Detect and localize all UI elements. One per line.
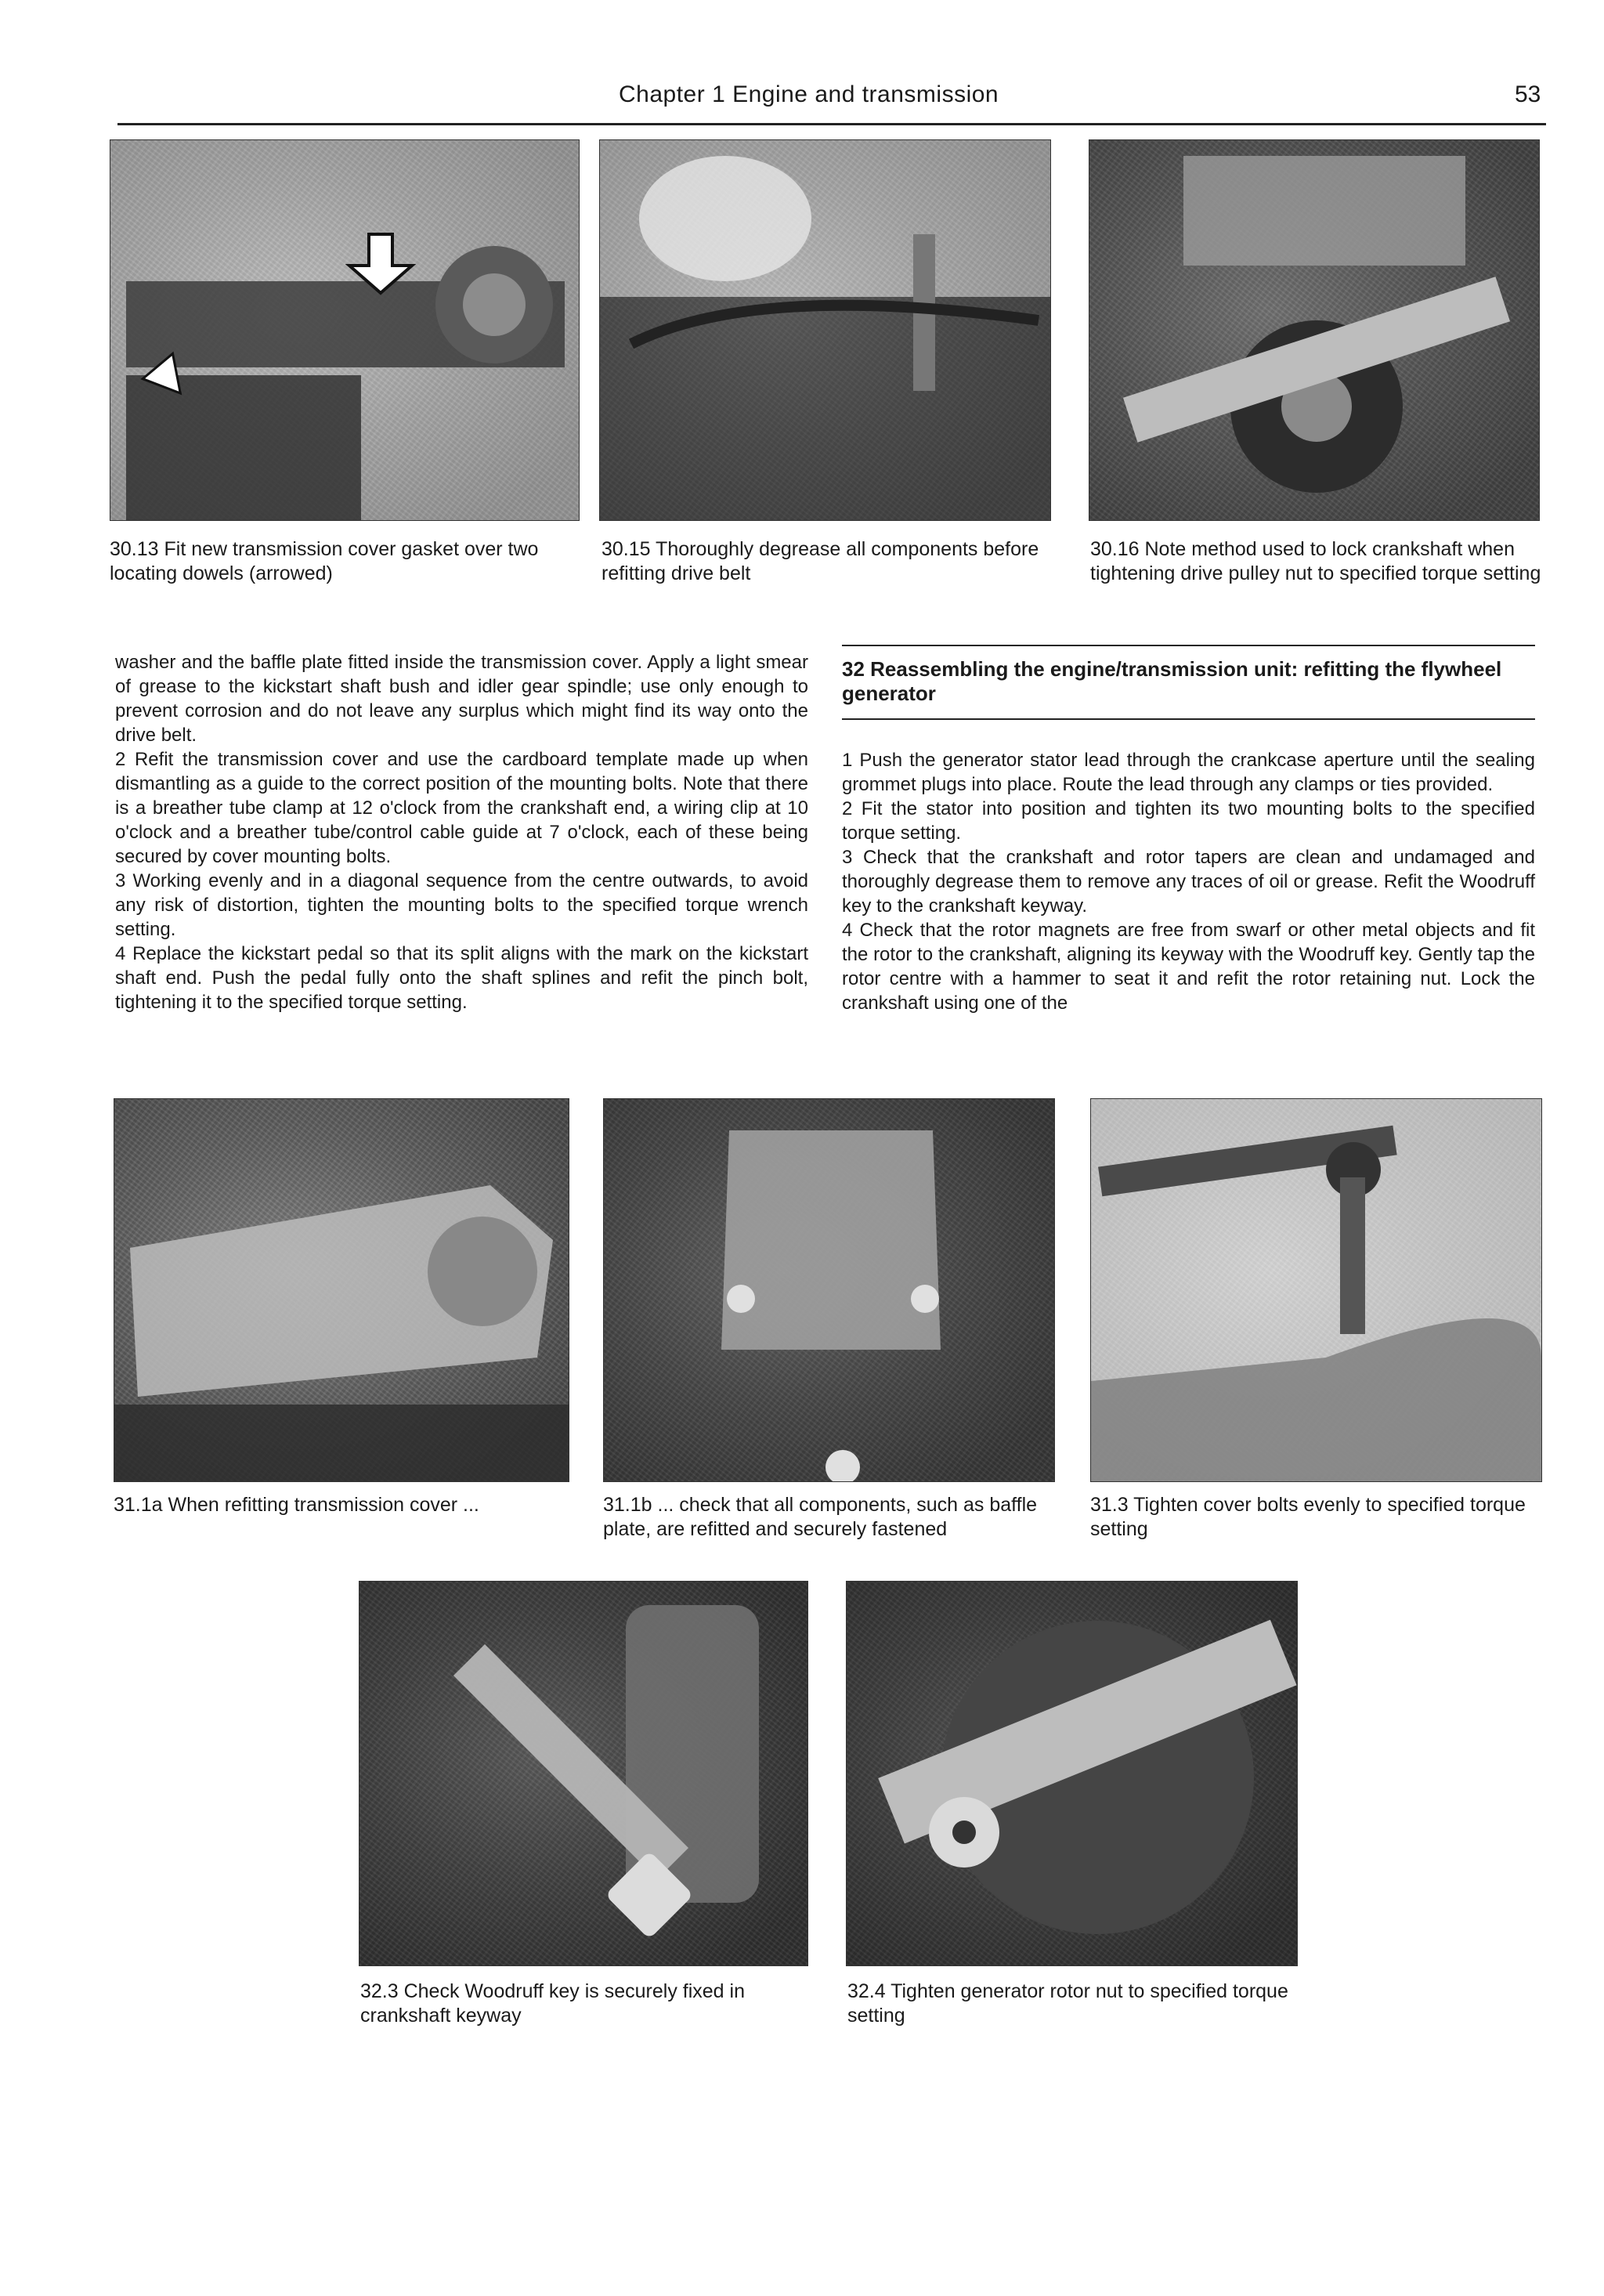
photo-30-13 [110,139,580,521]
photo-32-4 [846,1581,1298,1966]
page-number: 53 [1515,81,1541,107]
baffle-plate-illustration [604,1099,1054,1481]
paragraph: 4 Replace the kickstart pedal so that its split aligns with the mark on the kickstart shaft end. Push the pedal fully onto the shaft splines and refit the pinch bolt, tightening it to the specified torque setting. [115,943,808,1013]
caption-31-3: 31.3 Tighten cover bolts evenly to specified torque setting [1090,1494,1526,1540]
caption-32-3: 32.3 Check Woodruff key is securely fixed in crankshaft keyway [360,1980,745,2027]
photo-31-1a [114,1098,569,1482]
caption-31-1a: 31.1a When refitting transmission cover ... [114,1494,479,1516]
photo-30-16 [1089,139,1540,521]
paragraph: 4 Check that the rotor magnets are free from swarf or other metal objects and fit the rotor to the crankshaft, aligning its keyway with the Woodruff key. Gently tap the rotor centre with a hammer to seat it and refit the rotor retaining nut. Lock the crankshaft using one of the [842,920,1535,1014]
crankcase-degrease-illustration [600,140,1050,520]
header-rule [117,123,1546,125]
photo-30-15 [599,139,1051,521]
caption-31-1b: 31.1b ... check that all components, such as baffle plate, are refitted and securely fastened [603,1494,1038,1540]
photo-31-3 [1090,1098,1542,1482]
paragraph: 1 Push the generator stator lead through the crankcase aperture until the sealing grommet plugs into place. Route the lead through any clamps or ties provided. [842,750,1535,795]
crankshaft-lock-illustration [1089,140,1539,520]
photo-32-3 [359,1581,808,1966]
caption-30-16: 30.16 Note method used to lock crankshaft when tightening drive pulley nut to specified torque setting [1090,538,1541,584]
photo-31-1b [603,1098,1055,1482]
woodruff-key-illustration [359,1582,807,1965]
torque-wrench-illustration [1091,1099,1541,1481]
right-text-column [842,748,1535,1015]
paragraph: 2 Refit the transmission cover and use the cardboard template made up when dismantling as a guide to the correct position of the mounting bolts. Note that there is a breather tube clamp at 12 o'clock from the crankshaft end, a wiring clip at 10 o'clock and a breather tube/control cable guide at 7 o'clock, each of these being secured by cover mounting bolts. [115,749,808,867]
left-text-column [115,650,808,1014]
paragraph: 2 Fit the stator into position and tighten its two mounting bolts to the specified torque setting. [842,798,1535,844]
caption-32-4: 32.4 Tighten generator rotor nut to specified torque setting [847,1980,1288,2027]
paragraph: washer and the baffle plate fitted inside the transmission cover. Apply a light smear of grease to the kickstart shaft bush and idler gear spindle; use only enough to prevent corrosion and do not leave any surplus which might find its way onto the drive belt. [115,652,808,746]
paragraph: 3 Check that the crankshaft and rotor tapers are clean and undamaged and thoroughly degrease them to remove any traces of oil or grease. Refit the Woodruff key to the crankshaft keyway. [842,847,1535,917]
caption-30-13: 30.13 Fit new transmission cover gasket over two locating dowels (arrowed) [110,538,539,584]
running-header-title: Chapter 1 Engine and transmission [619,81,999,107]
rotor-nut-illustration [847,1582,1297,1965]
caption-30-15: 30.15 Thoroughly degrease all components before refitting drive belt [602,538,1039,584]
cover-refit-illustration [114,1099,569,1481]
paragraph: 3 Working evenly and in a diagonal sequence from the centre outwards, to avoid any risk of distortion, tighten the mounting bolts to the specified torque wrench setting. [115,870,808,940]
transmission-cover-illustration [110,140,579,520]
section-heading: 32 Reassembling the engine/transmission unit: refitting the flywheel generator [842,645,1535,720]
